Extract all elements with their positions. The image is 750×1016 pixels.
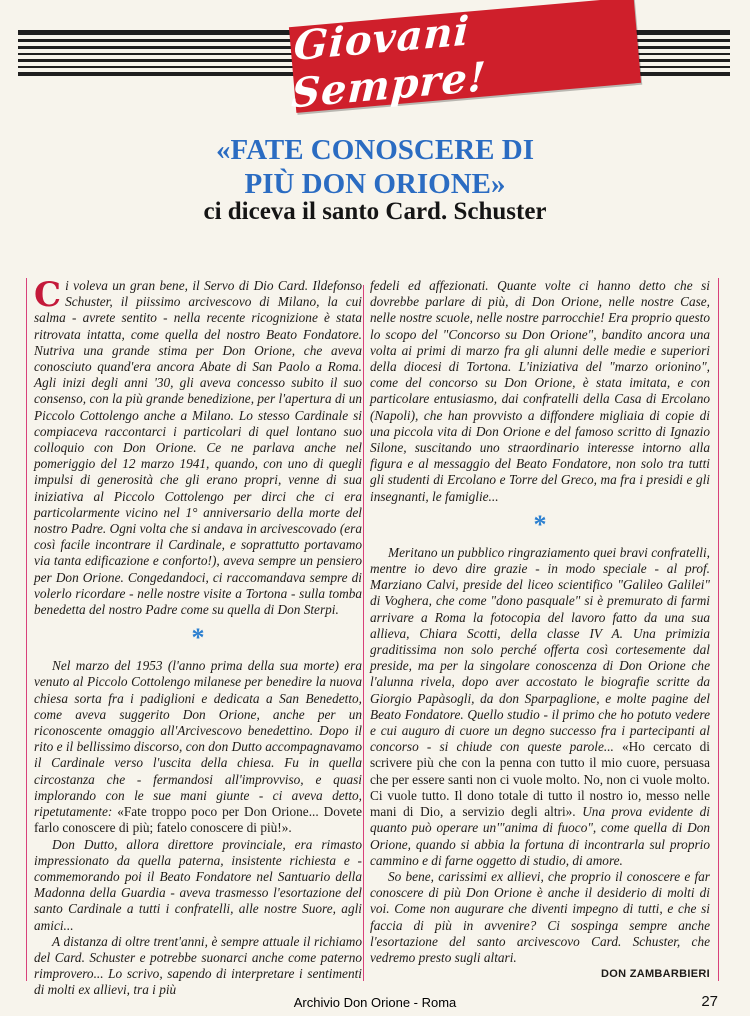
section-separator: * [533,509,547,539]
quote: «Ho cercato di scrivere più che con la penna con tutto il mio cuore, persuasa che per essere santi non ci vuole molto. No, non ci vuole molto. Ci vuole tutto. Il dono totale di tutto il nostro io, messo nelle mani di Dio, a servizio degli altri». [370,739,710,820]
paragraph: A distanza di oltre trent'anni, è sempre attuale il richiamo del Card. Schuster e potrebbe suonarci anche come paterno rimprovero... Lo scrivo, sapendo di interpretare i sentimenti di molti ex allievi, tra i più [34,933,362,998]
paragraph: Ci voleva un gran bene, il Servo di Dio Card. Ildefonso Schuster, il piissimo arcivescovo di Milano, la cui salma - avrete sentito - nella recente ricognizione è stata ritrovata intatta, come quella del nostro Beato Fondatore. Nutriva una grande stima per Don Orione, che aveva conosciuto quand'era ancora Abate di San Paolo a Roma. Agli inizi degli anni '30, gli aveva concesso subito il suo consenso, con la più grande benedizione, per l'apertura di un Piccolo Cottolengo anche a Milano. Lo stesso Cardinale si compiaceva raccontarci i particolari di quel lontano suo colloquio con Don Orione. Ce ne parlava anche nel pomeriggio del 12 marzo 1941, quando, con uno di quegli impulsi di generosità che gli erano propri, venne di sua iniziativa al Piccolo Cottolengo per dirci che ci era particolarmente vicino nel 1° anniversario della morte del nostro Padre. Ogni volta che si andava in arcivescovado (era così facile incontrare il Cardinale, e soprattutto portavamo via tanta edificazione e conforto!), aveva sempre un pensiero per Don Orione. Congedandoci, ci raccomandava sempre di volerlo ricordare - nelle nostre visite a Tortona - sulla tomba benedetta del nostro Padre come su quella di Don Sterpi. [34,275,362,618]
right-column [370,278,710,982]
paragraph: fedeli ed affezionati. Quante volte ci hanno detto che si dovrebbe parlare di più, di Don Orione, nelle nostre Case, nelle nostre scuole, nelle nostre parrocchie! Era proprio questo lo scopo del "Concorso su Don Orione", bandito ancora una volta ai primi di marzo fra gli alunni delle medie e superiori della diocesi di Tortona. L'iniziativa del "marzo orionino", come del concorso su Don Orione, è stata imitata, e con particolare entusiasmo, dai confratelli della Casa di Ercolano (Napoli), che han provvisto a diffondere migliaia di copie di una piccola vita di Don Orione e del famoso scritto di Ignazio Silone, suscitando uno straordinario interesse intorno alla figura e al messaggio del Beato Fondatore, non solo tra tutti gli studenti di Ercolano e Torre del Greco, ma fra i presidi e gli insegnanti, le famiglie... [370,278,710,504]
paragraph: So bene, carissimi ex allievi, che proprio il conoscere e far conoscere di più Don Orione è anche il desiderio di molti di voi. Come non augurare che diventi impegno di tutti, e che si faccia di più in avvenire? Ci sospinga sempre anche l'esortazione del santo arcivescovo Card. Schuster, che vedremo presto sugli altari. [370,868,710,965]
column-divider [363,285,364,981]
paragraph: Meritano un pubblico ringraziamento quei bravi confratelli, mentre io devo dire grazie - in modo speciale - al prof. Marziano Calvi, preside del liceo scientifico "Galileo Galilei" di Voghera, che come "dono pasquale" si è premurato di farmi arrivare a Roma la fotocopia del lavoro fatto da una sua allieva, Chiara Scotti, della classe IV A. Una primizia graditissima non solo perché offerta così cortesemente dal preside, ma per la singolare conoscenza di Don Orione che l'alunna rivela, dopo aver accostato le biografie scritte da Giorgio Papàsogli, da don Sparpaglione, e molte pagine del Beato Fondatore. Quello studio - il primo che ho potuto vedere e cui auguro di cuore un degno successo fra i partecipanti al concorso - si chiude con queste parole... «Ho cercato di scrivere più che con la penna con tutto il mio cuore, persuasa che per essere santi non ci vuole molto. No, non ci vuole molto. Ci vuole tutto. Il dono totale di tutto il nostro io, messo nelle mani di Dio, a servizio degli altri». Una prova evidente di quanto può operare un'"anima di fuoco", come quella di Don Orione, quando si abbia la fortuna di incontrarla sul proprio cammino e di farne oggetto di studio, di amore. [370,544,710,868]
signature: DON ZAMBARBIERI [601,968,710,981]
article-title-text: «FATE CONOSCERE DI PIÙ DON ORIONE» [216,134,534,200]
drop-cap: C [34,275,62,315]
right-column-rule [718,278,719,981]
page-number: 27 [701,993,718,1010]
paragraph: Don Dutto, allora direttore provinciale, era rimasto impressionato da quella paterna, insistente richiesta e - commemorando poi il Beato Fondatore nel Santuario della Madonna della Guardia - aveva trasmesso l'esortazione del santo Cardinale a tutti i confratelli, alle nostre Suore, agli amici... [34,836,362,933]
banner-text: Giovani Sempre! [290,7,488,118]
article-subtitle: ci diceva il santo Card. Schuster [203,198,547,225]
quote: «Fate troppo poco per Don Orione... Dovete farlo conoscere di più; fatelo conoscere di più!». [34,804,362,836]
archive-label: Archivio Don Orione - Roma [293,995,457,1010]
section-separator: * [191,623,205,653]
section-banner [289,0,641,118]
left-column [34,275,362,999]
article-title [0,133,750,201]
paragraph: Nel marzo del 1953 (l'anno prima della sua morte) era venuto al Piccolo Cottolengo milanese per benedire la nuova chiesa sorta fra i padiglioni e dedicata a San Benedetto, come aveva suggerito Don Orione, anche per un riconoscente omaggio all'Arcivescovo benedettino. Dopo il rito e il bellissimo discorso, con don Dutto accompagnavamo il Cardinale verso l'uscita della chiesa. Fu in quella circostanza che - fermandosi all'improvviso, e quasi implorando con le sue mani giunte - ci aveva detto, ripetutamente: «Fate troppo poco per Don Orione... Dovete farlo conoscere di più; fatelo conoscere di più!». [34,658,362,836]
left-column-rule [26,278,27,981]
